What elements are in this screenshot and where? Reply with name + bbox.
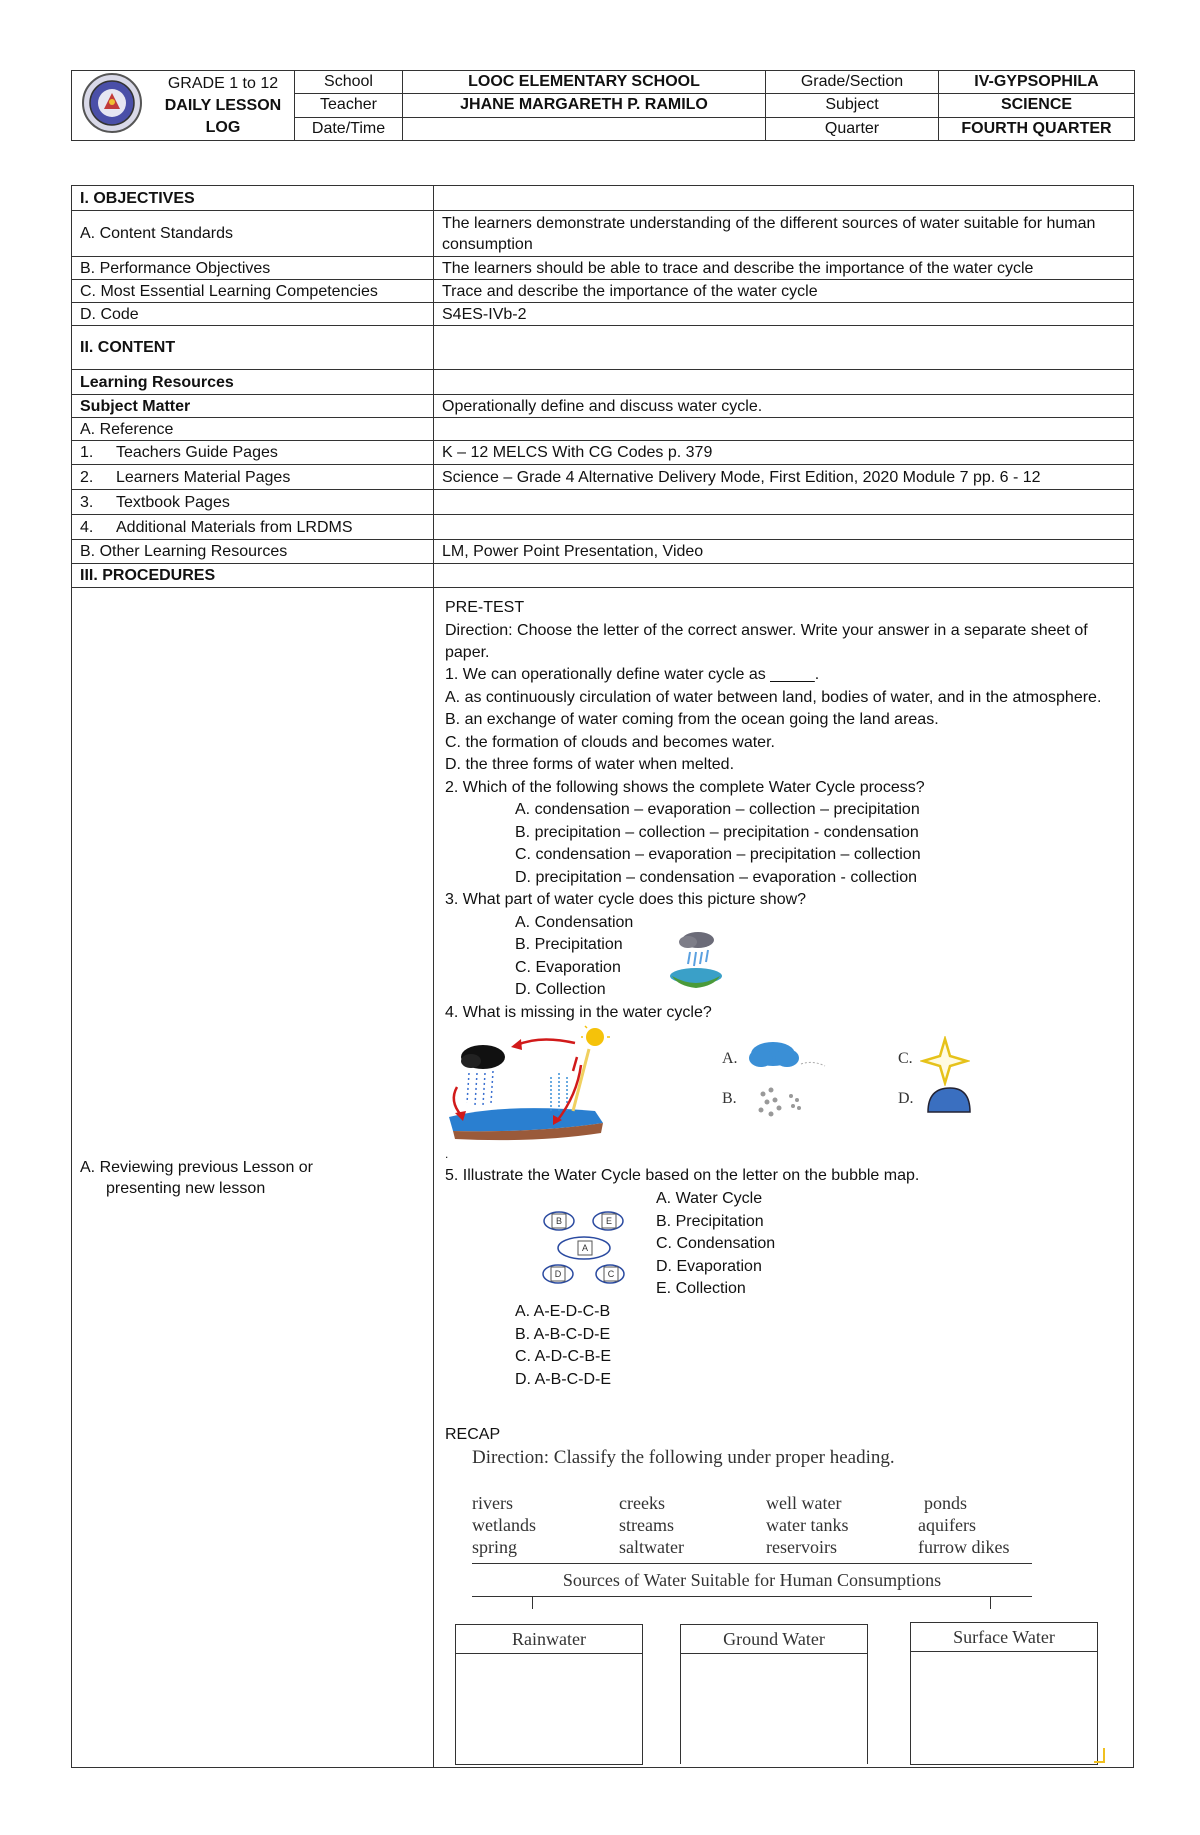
q2-option: A. condensation – evaporation – collection – precipitation (515, 801, 920, 818)
surfacewater-answer-area[interactable] (910, 1652, 1098, 1765)
question-3: 3. What part of water cycle does this picture show? (445, 891, 807, 908)
corner-mark-icon (1092, 1744, 1106, 1764)
ref-row-value: Science – Grade 4 Alternative Delivery Mode, First Edition, 2020 Module 7 pp. 6 - 12 (434, 465, 1134, 490)
bubble-letter: D (554, 1269, 562, 1279)
recap-word: streams (619, 1515, 674, 1535)
water-cycle-drawing-icon (445, 1025, 625, 1145)
grade-level-cell (152, 71, 295, 141)
q5-option: B. A-B-C-D-E (515, 1326, 611, 1343)
q2-option: B. precipitation – collection – precipitation - condensation (515, 824, 919, 841)
q1-option: D. the three forms of water when melted. (445, 756, 735, 773)
recap-word: ponds (924, 1493, 968, 1513)
grade-line3: LOG (205, 118, 241, 136)
raindrops-choice-icon (753, 1082, 813, 1122)
pretest-direction-2: paper. (445, 644, 490, 661)
q4-choice-label: A. (722, 1050, 738, 1067)
recap-word: reservoirs (766, 1537, 837, 1557)
objectives-heading: I. OBJECTIVES (72, 186, 434, 211)
school-value: LOOC ELEMENTARY SCHOOL (403, 71, 766, 94)
question-1: 1. We can operationally define water cycle as _____. (445, 666, 820, 683)
cloud-choice-icon (743, 1036, 833, 1072)
q5-option: A. A-E-D-C-B (515, 1303, 611, 1320)
recap-word: furrow dikes (918, 1537, 1010, 1557)
q2-option: C. condensation – evaporation – precipitation – collection (515, 846, 921, 863)
pretest-title: PRE-TEST (445, 599, 525, 616)
q2-option: D. precipitation – condensation – evaporation - collection (515, 869, 918, 886)
drop-choice-icon (924, 1084, 974, 1118)
datetime-label: Date/Time (295, 117, 403, 140)
grade-section-value: IV-GYPSOPHILA (939, 71, 1135, 94)
quarter-label: Quarter (766, 117, 939, 140)
recap-word: saltwater (619, 1537, 684, 1557)
chart-under-rule (472, 1596, 1032, 1597)
grade-line2: DAILY LESSON (164, 96, 282, 114)
performance-label: B. Performance Objectives (72, 257, 434, 280)
recap-word: aquifers (918, 1515, 976, 1535)
q4-dot: . (445, 1147, 449, 1161)
q5-option: C. A-D-C-B-E (515, 1348, 611, 1365)
pretest-direction: Direction: Choose the letter of the correct answer. Write your answer in a separate sheet of (445, 622, 1088, 639)
groundwater-box: Ground Water (680, 1624, 868, 1654)
surfacewater-box: Surface Water (910, 1622, 1098, 1652)
q5-legend-item: E. Collection (656, 1280, 746, 1298)
reference-label: A. Reference (72, 418, 434, 441)
datetime-value (403, 117, 766, 140)
recap-word: wetlands (472, 1515, 536, 1535)
q1-option: C. the formation of clouds and becomes water. (445, 734, 775, 751)
recap-direction: Direction: Classify the following under proper heading. (472, 1447, 895, 1468)
q3-option: C. Evaporation (515, 959, 621, 976)
recap-word: spring (472, 1537, 517, 1557)
code-value: S4ES-IVb-2 (434, 303, 1134, 326)
ref-row-value: K – 12 MELCS With CG Codes p. 379 (434, 441, 1134, 465)
melc-label: C. Most Essential Learning Competencies (72, 280, 434, 303)
code-label: D. Code (72, 303, 434, 326)
ref-row-value (434, 515, 1134, 540)
q4-choice-label: D. (898, 1090, 914, 1107)
rainwater-answer-area[interactable] (455, 1654, 643, 1765)
question-2: 2. Which of the following shows the complete Water Cycle process? (445, 779, 925, 796)
q3-option: D. Collection (515, 981, 606, 998)
procedures-heading: III. PROCEDURES (72, 564, 434, 588)
ref-row-label: 3. Textbook Pages (72, 490, 434, 515)
chart-connector (532, 1597, 533, 1609)
recap-word: water tanks (766, 1515, 849, 1535)
q3-option: B. Precipitation (515, 936, 623, 953)
procedure-a-label: A. Reviewing previous Lesson or presenting new lesson (72, 588, 434, 1768)
melc-value: Trace and describe the importance of the water cycle (434, 280, 1134, 303)
recap-word: creeks (619, 1493, 665, 1513)
learning-resources-label: Learning Resources (72, 370, 434, 395)
q4-choice-label: C. (898, 1050, 913, 1067)
precipitation-picture-icon (664, 928, 728, 992)
q5-legend (656, 1188, 775, 1301)
grade-line1: GRADE 1 to 12 (167, 74, 279, 92)
school-label: School (295, 71, 403, 94)
recap-word: well water (766, 1493, 842, 1513)
q3-option: A. Condensation (515, 914, 634, 931)
ref-row-label: 4. Additional Materials from LRDMS (72, 515, 434, 540)
content-standards-label: A. Content Standards (72, 211, 434, 257)
header-table (71, 70, 1135, 141)
ref-row-value (434, 490, 1134, 515)
q5-legend-item: C. Condensation (656, 1235, 776, 1253)
chart-title: Sources of Water Suitable for Human Consumptions (562, 1570, 942, 1590)
logo-cell (72, 71, 153, 141)
teacher-label: Teacher (295, 94, 403, 117)
subject-label: Subject (766, 94, 939, 117)
q5-legend-item: A. Water Cycle (656, 1190, 763, 1207)
other-resources-label: B. Other Learning Resources (72, 540, 434, 564)
q4-choice-label: B. (722, 1090, 737, 1107)
bubble-letter: C (607, 1269, 615, 1279)
performance-value: The learners should be able to trace and describe the importance of the water cycle (434, 257, 1134, 280)
q1-option: B. an exchange of water coming from the ocean going the land areas. (445, 711, 939, 728)
ref-row-label: 2. Learners Material Pages (72, 465, 434, 490)
subject-matter-label: Subject Matter (72, 395, 434, 418)
subject-value: SCIENCE (939, 94, 1135, 117)
recap-words (472, 1492, 1038, 1558)
recap-word: rivers (472, 1493, 513, 1513)
bubble-letter: E (605, 1216, 613, 1226)
teacher-value: JHANE MARGARETH P. RAMILO (403, 94, 766, 117)
bubble-letter: A (581, 1243, 589, 1253)
content-standards-value: The learners demonstrate understanding of the different sources of water suitable for human consumption (434, 211, 1134, 257)
deped-seal-icon (80, 71, 144, 135)
bubble-letter: B (555, 1216, 563, 1226)
q5-legend-item: D. Evaporation (656, 1257, 762, 1275)
subject-matter-value: Operationally define and discuss water cycle. (434, 395, 1134, 418)
chart-connector (990, 1597, 991, 1609)
quarter-value: FOURTH QUARTER (939, 117, 1135, 140)
content-heading: II. CONTENT (72, 326, 434, 370)
other-resources-value: LM, Power Point Presentation, Video (434, 540, 1134, 564)
question-4: 4. What is missing in the water cycle? (445, 1004, 712, 1021)
star-choice-icon (920, 1036, 970, 1086)
grade-section-label: Grade/Section (766, 71, 939, 94)
rainwater-box: Rainwater (455, 1624, 643, 1654)
q5-legend-item: B. Precipitation (656, 1212, 764, 1230)
groundwater-answer-area[interactable] (680, 1654, 868, 1764)
recap-title: RECAP (445, 1426, 501, 1443)
q1-option: A. as continuously circulation of water between land, bodies of water, and in the atmosphere. (445, 689, 1102, 706)
bubble-map-icon (540, 1210, 640, 1286)
q5-option: D. A-B-C-D-E (515, 1371, 611, 1388)
question-5: 5. Illustrate the Water Cycle based on the letter on the bubble map. (445, 1167, 920, 1184)
ref-row-label: 1. Teachers Guide Pages (72, 441, 434, 465)
chart-top-rule (472, 1563, 1032, 1564)
